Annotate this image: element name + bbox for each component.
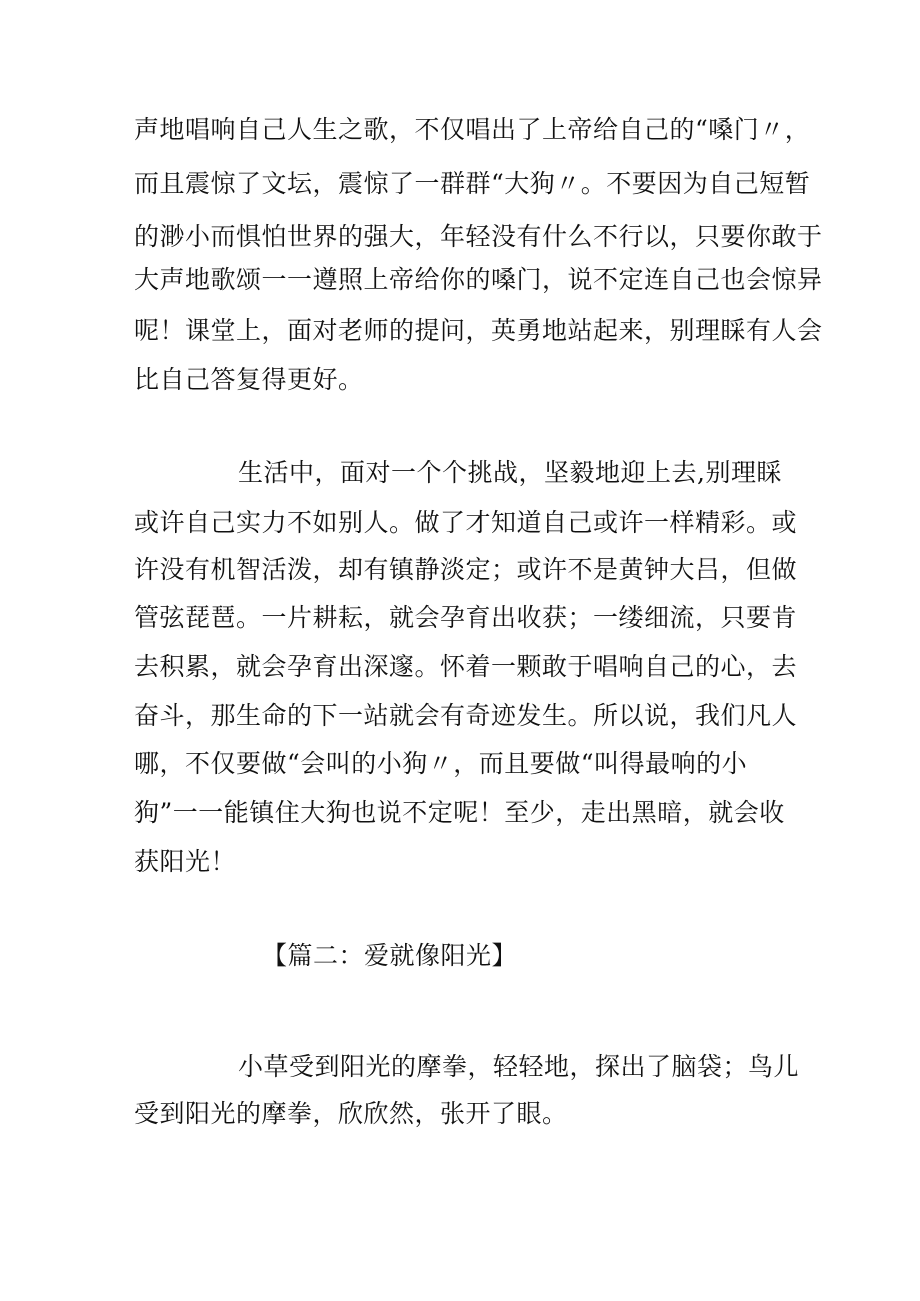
paragraph-line: 声地唱响自己人生之歌，不仅唱出了上帝给自己的“嗓门〃，: [134, 115, 811, 144]
paragraph-line: 生活中，面对一个个挑战，坚毅地迎上去,别理睬: [238, 458, 782, 487]
paragraph-line: 比自己答复得更好。: [134, 365, 364, 394]
paragraph-line: 许没有机智活泼，却有镇静淡定；或许不是黄钟大吕，但做: [134, 555, 798, 584]
paragraph-line: 小草受到阳光的摩拳，轻轻地，探出了脑袋；鸟儿: [238, 1052, 800, 1081]
paragraph-line: 去积累，就会孕育出深邃。怀着一颗敢于唱响自己的心，去: [134, 652, 798, 681]
paragraph-line: 奋斗，那生命的下一站就会有奇迹发生。所以说，我们凡人: [134, 701, 798, 730]
paragraph-line: 的渺小而惧怕世界的强大，年轻没有什么不行以，只要你敢于: [134, 222, 823, 251]
section-heading: 【篇二：爱就像阳光】: [262, 941, 518, 970]
paragraph-line: 受到阳光的摩拳，欣欣然，张开了眼。: [134, 1099, 568, 1128]
paragraph-line: 呢！课堂上，面对老师的提问，英勇地站起来，别理睬有人会: [134, 316, 823, 345]
paragraph-line: 而且震惊了文坛，震惊了一群群“大狗〃。不要因为自己短暂: [134, 169, 811, 198]
paragraph-line: 大声地歌颂一一遵照上帝给你的嗓门，说不定连自己也会惊异: [134, 265, 823, 294]
paragraph-line: 管弦琵琶。一片耕耘，就会孕育出收获；一缕细流，只要肯: [134, 603, 798, 632]
paragraph-line: 或许自己实力不如别人。做了才知道自己或许一样精彩。或: [134, 508, 798, 537]
paragraph-line: 狗”一一能镇住大狗也说不定呢！至少，走出黑暗，就会收: [134, 798, 785, 827]
paragraph-line: 哪，不仅要做“会叫的小狗〃，而且要做“叫得最响的小: [134, 749, 748, 778]
paragraph-line: 获阳光！: [134, 847, 237, 876]
